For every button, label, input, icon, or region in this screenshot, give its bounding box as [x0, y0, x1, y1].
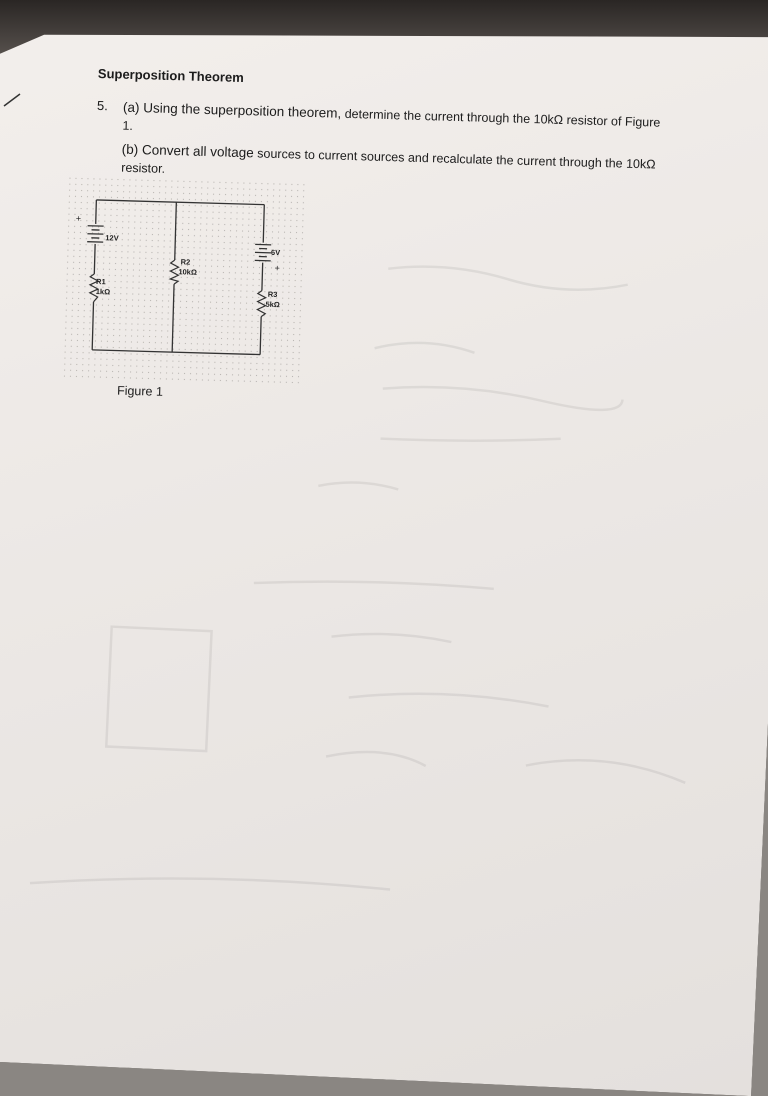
label-r2: R2 [181, 257, 191, 266]
pen-mark-icon [0, 80, 30, 120]
part-a-text: determine the current through the 10kΩ resistor of Figure [341, 107, 661, 130]
part-b-prefix: (b) Convert all voltage [122, 142, 254, 161]
part-b-continuation: resistor. [121, 161, 165, 176]
part-a-continuation: 1. [122, 119, 133, 133]
figure-caption: Figure 1 [117, 384, 163, 399]
question-number: 5. [97, 98, 108, 113]
plus-sign-12v: + [76, 213, 82, 223]
plus-sign-6v: + [274, 263, 280, 273]
label-r1-value: 1kΩ [96, 287, 111, 296]
label-r1: R1 [96, 277, 106, 286]
section-title: Superposition Theorem [98, 66, 244, 85]
label-12v: 12V [105, 233, 119, 242]
part-a-prefix: (a) Using the superposition theorem, [123, 100, 342, 121]
label-6v: 6V [271, 248, 280, 257]
label-r3: R3 [268, 290, 278, 299]
label-r3-value: 5kΩ [265, 300, 280, 309]
part-b-text: sources to current sources and recalculate the current through the 10kΩ [254, 146, 656, 171]
circuit-figure [63, 177, 308, 384]
label-r2-value: 10kΩ [178, 267, 197, 277]
